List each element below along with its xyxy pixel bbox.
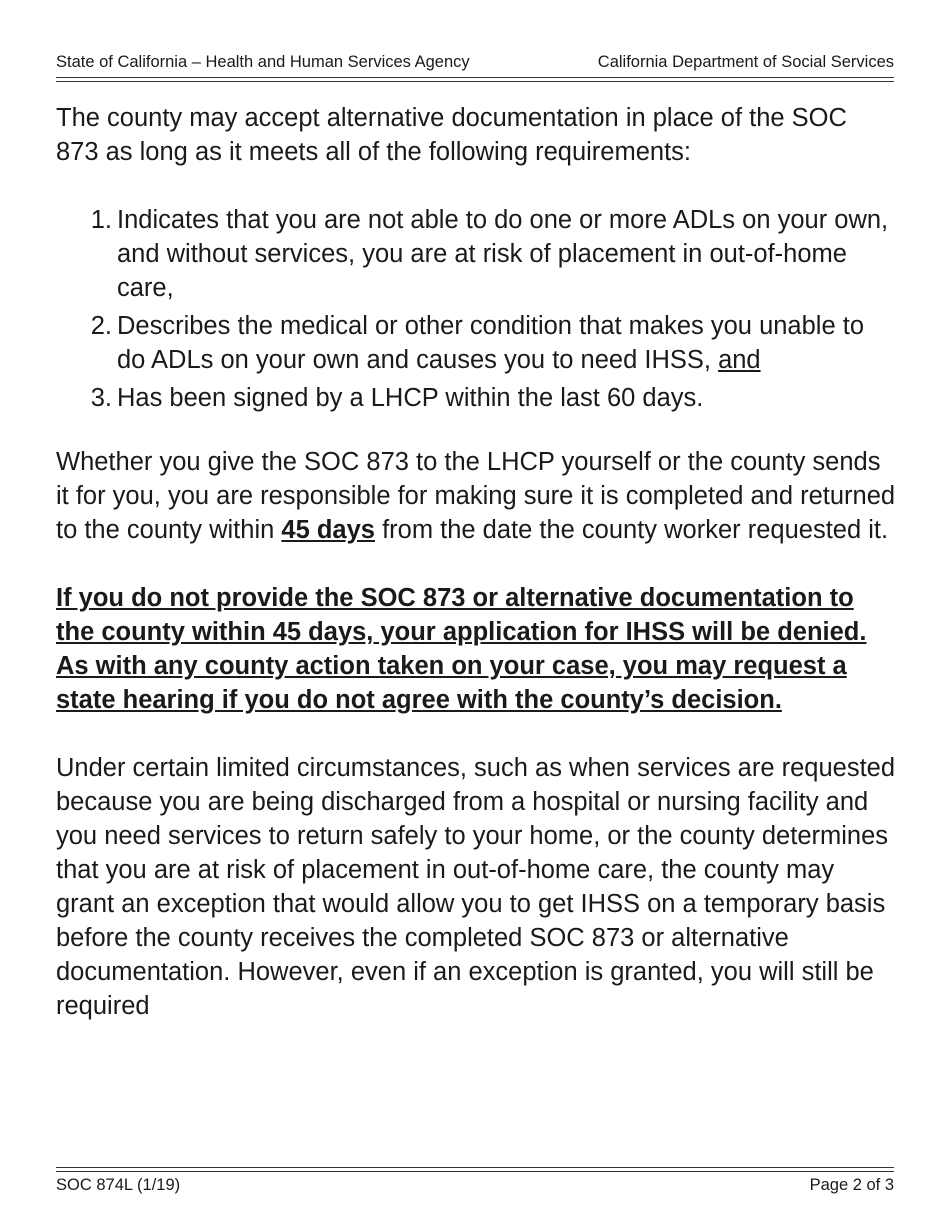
requirements-list [56,203,896,415]
exception-paragraph: Under certain limited circumstances, such as when services are requested because you are being discharged from a hospital or nursing facility and you need services to return safely to your home, or the county determines that you are at risk of placement in out-of-home care, the county may grant an exception that would allow you to get IHSS on a temporary basis before the county receives the completed SOC 873 or alternative documentation. However, even if an exception is granted, you will still be required [56,754,896,1020]
list-item [56,381,896,415]
form-id: SOC 874L (1/19) [56,1176,181,1194]
list-number: 1. [90,206,112,234]
header-rule [56,77,894,82]
document-body [56,101,896,1023]
page-number: Page 2 of 3 [809,1176,894,1194]
list-item-text: Describes the medical or other condition that makes you unable to do ADLs on your own and causes you to need IHSS, [117,312,864,374]
responsibility-text-before: Whether you give the SOC 873 to the LHCP yourself or the county sends it for you, you are responsible for making sure it is completed and returned to the county within [56,448,896,544]
list-item [56,309,896,377]
list-item-text: Indicates that you are not able to do one or more ADLs on your own, and without services, you are at risk of placement in out-of-home care, [117,206,889,302]
intro-paragraph: The county may accept alternative documentation in place of the SOC 873 as long as it meets all of the following requirements: [56,104,847,166]
header-agency: State of California – Health and Human Services Agency [56,53,470,71]
responsibility-text-after: from the date the county worker requested it. [382,516,889,544]
list-item-text: Has been signed by a LHCP within the last 60 days. [117,384,704,412]
responsibility-paragraph [56,445,896,547]
deadline-emphasis: 45 days [281,516,375,544]
list-number: 3. [90,384,112,412]
denial-warning: If you do not provide the SOC 873 or alternative documentation to the county within 45 days, your application for IHSS will be denied. As with any county action taken on your case, you may request a state hearing if you do not agree with the county’s decision. [56,584,867,714]
list-number: 2. [90,312,112,340]
page-footer [56,1175,894,1195]
header-department: California Department of Social Services [597,53,894,71]
page-header [56,52,894,72]
list-item-conjunction: and [718,346,761,374]
list-item [56,203,896,305]
footer-rule [56,1167,894,1172]
